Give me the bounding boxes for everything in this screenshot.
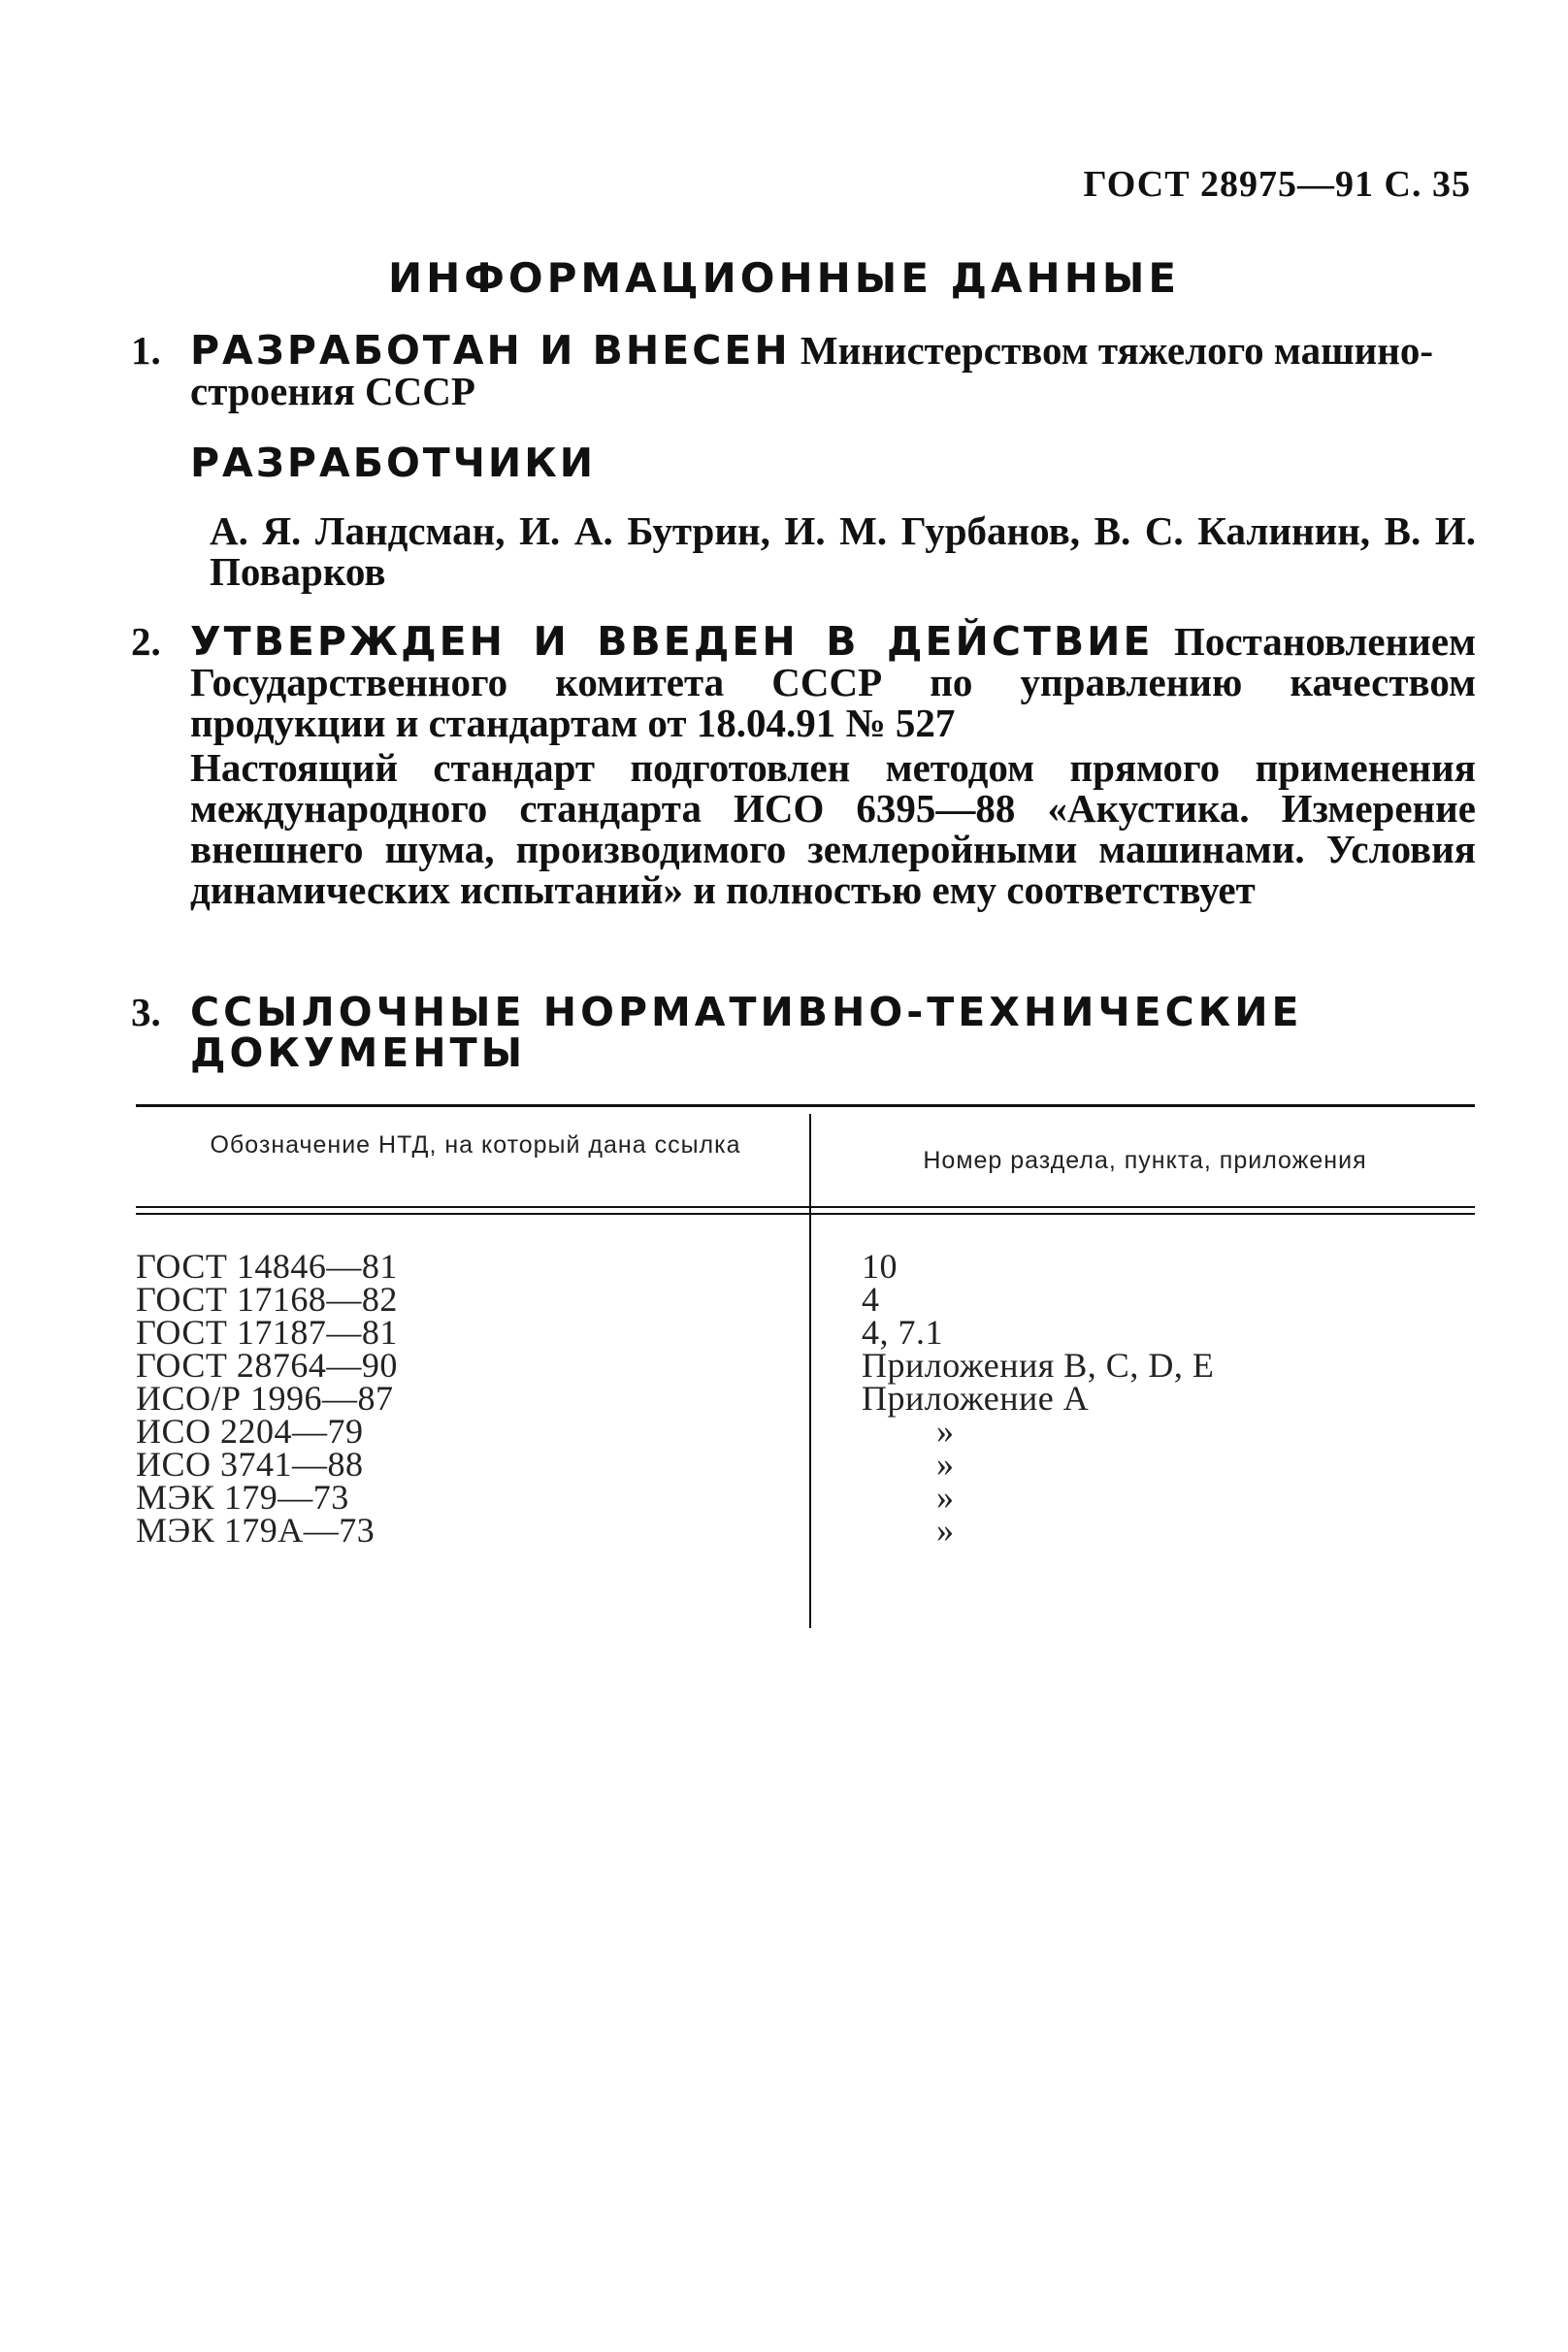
table-body: [136, 1247, 1475, 1550]
column-header-ntd: Обозначение НТД, на который дана ссылка: [210, 1131, 741, 1159]
page-number-header: ГОСТ 28975—91 С. 35: [1083, 164, 1471, 205]
section-3-heading: ССЫЛОЧНЫЕ НОРМАТИВНО-ТЕХНИЧЕСКИЕ ДОКУМЕНТЫ: [190, 989, 1303, 1076]
cell-ntd: ГОСТ 17168—82: [136, 1280, 398, 1319]
cell-reference: »: [936, 1478, 955, 1517]
section-2-text: Постановлением Государственного комитета СССР по управлению качеством продукции и стандартам от 18.04.91 № 527: [190, 619, 1477, 745]
cell-ntd: ИСО 3741—88: [136, 1445, 364, 1484]
cell-ntd: ИСО 2204—79: [136, 1412, 364, 1451]
section-2-body: [190, 618, 1477, 745]
section-2-note: Настоящий стандарт подготовлен методом прямого применения международного стандарта ИСО 6395—88 «Акустика. Измерение внешнего шума, производимого землеройными машинами. Условия динамических испытаний» и полностью ему соответствует: [190, 745, 1476, 912]
cell-ntd: ГОСТ 14846—81: [136, 1247, 398, 1286]
cell-ntd: ГОСТ 17187—81: [136, 1313, 398, 1352]
table-row: [136, 1445, 1475, 1484]
cell-reference: 4, 7.1: [862, 1313, 943, 1352]
section-1-text: Министерством тяжелого машино-строения СССР: [190, 328, 1434, 413]
cell-reference: 10: [862, 1247, 898, 1286]
cell-reference: Приложения В, С, D, Е: [862, 1346, 1215, 1385]
cell-ntd: ИСО/Р 1996—87: [136, 1379, 394, 1418]
table-row: [136, 1346, 1475, 1385]
document-title: ИНФОРМАЦИОННЫЕ ДАННЫЕ: [387, 254, 1181, 302]
cell-reference: »: [936, 1445, 955, 1484]
table-row: [136, 1379, 1475, 1418]
cell-ntd: МЭК 179—73: [136, 1478, 349, 1517]
table-row: [136, 1280, 1475, 1319]
table-row: [136, 1247, 1475, 1286]
section-3-number: 3.: [131, 990, 161, 1034]
table-row: [136, 1478, 1475, 1517]
section-1-body: [190, 327, 1476, 413]
table-row: [136, 1511, 1475, 1550]
section-1-number: 1.: [131, 328, 161, 373]
section-1-heading: РАЗРАБОТАН И ВНЕСЕН: [190, 327, 791, 374]
section-2-heading: УТВЕРЖДЕН И ВВЕДЕН В ДЕЙСТВИЕ: [190, 618, 1154, 665]
header-rule-bottom: [136, 1213, 1475, 1215]
developers-heading: РАЗРАБОТЧИКИ: [190, 440, 597, 486]
column-header-reference: Номер раздела, пункта, приложения: [923, 1147, 1367, 1174]
developers-list: А. Я. Ландсман, И. А. Бутрин, И. М. Гурбанов, В. С. Калинин, В. И. Поварков: [210, 508, 1476, 594]
cell-ntd: МЭК 179А—73: [136, 1511, 376, 1550]
table-row: [136, 1313, 1475, 1352]
section-2-number: 2.: [131, 619, 161, 664]
table-top-rule: [136, 1104, 1475, 1107]
table-row: [136, 1412, 1475, 1451]
cell-ntd: ГОСТ 28764—90: [136, 1346, 398, 1385]
cell-reference: 4: [862, 1280, 880, 1319]
header-rule-top: [136, 1206, 1475, 1208]
cell-reference: Приложение А: [862, 1379, 1090, 1418]
cell-reference: »: [936, 1511, 955, 1550]
cell-reference: »: [936, 1412, 955, 1451]
